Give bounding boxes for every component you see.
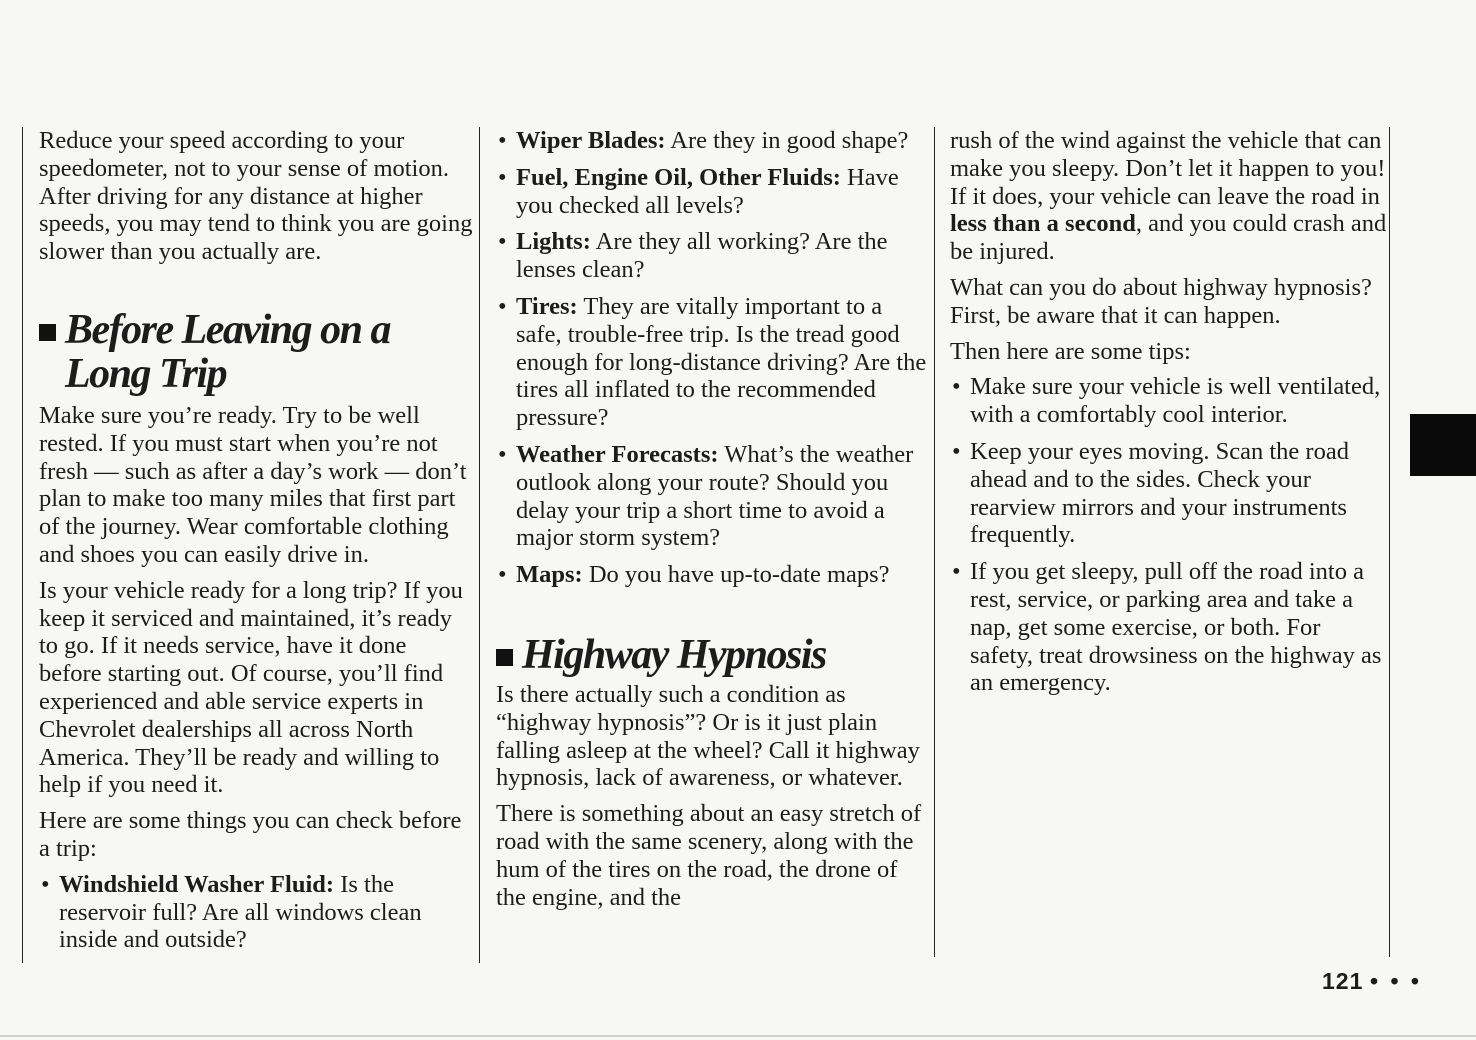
tip-item: • Make sure your vehicle is well ventilated, with a comfortably cool interior. — [950, 373, 1389, 429]
column-middle — [479, 127, 931, 963]
intro-paragraph: Reduce your speed according to your speedometer, not to your sense of motion. After driving for any distance at higher speeds, you may tend to think you are going slower than you actually are. — [39, 127, 473, 266]
checklist-term: Weather Forecasts: — [516, 440, 719, 468]
checklist-item — [496, 441, 931, 552]
paragraph: Here are some things you can check before a trip: — [39, 807, 462, 862]
section-heading-text: Before Leaving on a Long Trip — [65, 306, 390, 397]
checklist-term: Lights: — [516, 228, 591, 256]
checklist-term: Maps: — [516, 561, 583, 589]
checklist-term: Fuel, Engine Oil, Other Fluids: — [516, 163, 841, 191]
checklist-text: Are they in good shape? — [665, 127, 909, 154]
checklist-text: Are they all working? Are the lenses clean? — [516, 228, 888, 284]
section-heading-long-trip — [39, 308, 474, 396]
paragraph-text: rush of the wind against the vehicle that can make you sleepy. Don’t let it happen to you! If it does, your vehicle can leave the road in — [950, 127, 1386, 210]
page-number: 121 — [1322, 968, 1364, 994]
checklist — [496, 127, 931, 589]
paragraph: Is there actually such a condition as “highway hypnosis”? Or is it just plain falling asleep at the wheel? Call it highway hypnosis, lack of awareness, or whatever. — [496, 680, 920, 792]
checklist-item — [39, 871, 474, 954]
checklist-text: What’s the weather outlook along your route? Should you delay your trip a short time to avoid a major storm system? — [516, 440, 914, 552]
checklist-text: Is the reservoir full? Are all windows clean inside and outside? — [59, 870, 422, 954]
paragraph: Make sure you’re ready. Try to be well rested. If you must start when you’re not fresh — such as after a day’s work — don’t plan to make too many miles that first part of the journey. Wear comfortable clothing and shoes you can easily drive in. — [39, 401, 467, 568]
page-edge-line — [0, 1035, 1476, 1037]
paragraph: What can you do about highway hypnosis? First, be aware that it can happen. — [950, 273, 1372, 329]
paragraph: Is your vehicle ready for a long trip? If you keep it serviced and maintained, it’s ready to go. If it needs service, have it done before starting out. Of course, you’ll find experienced and able service experts in Chevrolet dealerships all across North America. They’ll be ready and willing to help if you need it. — [39, 576, 463, 799]
paragraph — [950, 127, 1389, 266]
checklist — [39, 871, 474, 954]
checklist-item — [496, 164, 931, 220]
checklist-item — [496, 293, 931, 432]
section-tab-marker — [1410, 414, 1476, 476]
column-left — [22, 127, 474, 963]
paragraph: Then here are some tips: — [950, 337, 1191, 365]
tip-item: • If you get sleepy, pull off the road into a rest, service, or parking area and take a nap, get some exercise, or both. For safety, treat drowsiness on the highway as an emergency. — [950, 558, 1389, 697]
square-bullet-icon — [496, 649, 513, 666]
checklist-text: Do you have up-to-date maps? — [582, 561, 890, 589]
square-bullet-icon — [39, 324, 56, 341]
tips-list — [950, 373, 1389, 697]
section-heading-text: Highway Hypnosis — [522, 631, 826, 678]
checklist-term: Wiper Blades: — [516, 127, 666, 154]
column-right — [934, 127, 1390, 957]
checklist-text: Have you checked all levels? — [516, 163, 899, 219]
checklist-term: Tires: — [516, 292, 578, 320]
checklist-item — [496, 561, 931, 589]
checklist-item — [496, 228, 931, 284]
paragraph-text: , and you could crash and be injured. — [950, 210, 1387, 266]
emphasis-text: less than a second — [950, 210, 1136, 238]
page-dots: • • • — [1370, 968, 1422, 994]
tip-item: • Keep your eyes moving. Scan the road ahead and to the sides. Check your rearview mirrors and your instruments frequently. — [950, 438, 1389, 549]
checklist-item — [496, 127, 931, 155]
paragraph: There is something about an easy stretch of road with the same scenery, along with the hum of the tires on the road, the drone of the engine, and the — [496, 800, 922, 911]
section-heading-highway-hypnosis — [496, 633, 931, 677]
checklist-term: Windshield Washer Fluid: — [59, 870, 335, 898]
checklist-text: They are vitally important to a safe, trouble-free trip. Is the tread good enough for long-distance driving? Are the tires all inflated to the recommended pressure? — [516, 292, 927, 432]
